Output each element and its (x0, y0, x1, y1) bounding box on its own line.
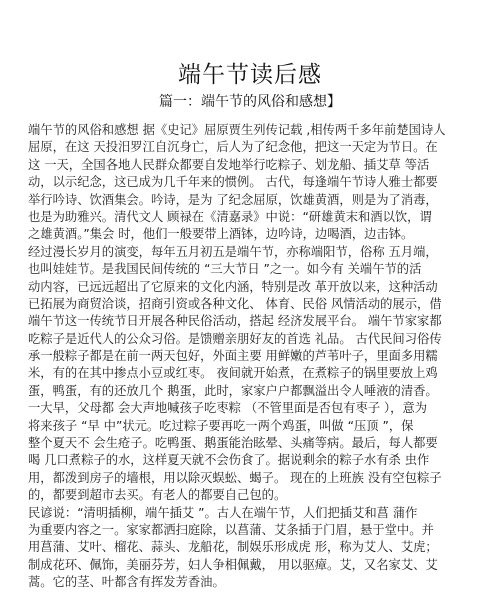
body-text-line: 端午节的风俗和感想 据《史记》屈原贾生列传记载 ,相传两千多年前楚国诗人 (28, 123, 446, 137)
body-text-line: 用，都泼到房子的墙根，用以除灭蜈蚣、蝎子。 现在的上班族 没有空包粽子 (28, 470, 442, 485)
body-text-line: 这 一天，全国各地人民群众都要自发地举行吃粽子、划龙船、插艾草 等活 (28, 157, 430, 172)
body-text-line: 经过漫长岁月的演变，每年五月初五是端午节，亦称端阳节，俗称 五月端， (28, 244, 438, 259)
body-text-line: 将来孩子 “早 中”状元。吃过粽子要再吃一两个鸡蛋，叫做 “压顶 ”，保 (28, 418, 414, 433)
body-text-line: 举行吟诗、饮酒集会。吟诗，是为 了纪念屈原，饮雄黄酒，则是为了消毒， (28, 192, 438, 207)
body-text-line: 蒿。它的茎、叶都含有挥发芳香油。 (28, 575, 225, 590)
body-text-line: 吃粽子是近代人的公众习俗。是馈赠亲朋好友的首选 礼品。 古代民间习俗传 (28, 331, 442, 346)
document-body (28, 122, 480, 592)
body-text-line: 动内容，已远远超出了它原来的文化内涵，特别是改 革开放以来，这种活动 (28, 279, 438, 294)
body-text-line: 米，有的在其中掺点小豆或红枣。 夜间就开始煮，在煮粽子的锅里要放上鸡 (28, 366, 438, 381)
body-text-line: 端午节这一传统节日开展各种民俗活动，搭起 经济发展平台。 端午节家家都 (28, 314, 442, 329)
body-text-line: 也是为助雅兴。清代文人 顾禄在《清嘉录》中说：“研雄黄末和酒以饮，谓 (28, 209, 432, 224)
body-text-line: 动，以示纪念，这已成为几千年来的惯例。 古代，每逢端午节诗人雅士都要 (28, 175, 438, 190)
body-text-line: 为重要内容之一。家家都洒扫庭除，以菖蒲、艾条插于门眉，悬于堂中。并 (28, 522, 434, 537)
body-text-line: 屈原，在这 天投汨罗江自沉身亡，后人为了纪念他，把这一天定为节日。在 (28, 140, 438, 155)
body-text-line: 整个夏天不 会生疮子。吃鸭蛋、鹅蛋能治眩晕、头痛等病。最后，每人都要 (28, 436, 438, 451)
body-text-line: 喝 几口煮粽子的水，这样夏天就不会伤食了。据说剩余的粽子水有杀 虫作 (28, 453, 430, 468)
body-text-line: 的，都要到超市去买。有老人的都要自己包的。 (28, 488, 287, 503)
body-text-line: 承一般粽子都是在前一两天包好，外面主要 用鲜嫩的芦苇叶子，里面多用糯 (28, 349, 438, 364)
body-text-line: 也叫娃娃节。是我国民间传统的 “三大节日 ”之一。如今有 关端午节的活 (28, 262, 422, 277)
body-text-line: 民谚说：“清明插柳，端午插艾 ”。古人在端午节，人们把插艾和菖 蒲作 (28, 505, 418, 520)
body-text-line: 蛋，鸭蛋，有的还放几个 鹅蛋，此时，家家户户都飘溢出令人唾液的清香。 (28, 383, 438, 398)
body-text-line: 用菖蒲、艾叶、榴花、蒜头、龙船花，制娱乐形成虎 形，称为艾人、艾虎； (28, 540, 438, 555)
document-subtitle: 篇一：端午节的风俗和感想】 (159, 94, 341, 110)
body-text-line: 之雄黄酒。”集会 时，他们一般要带上酒钵，边吟诗，边喝酒，边击钵。 (28, 227, 414, 242)
body-text-line: 制成花环、佩饰，美丽芬芳，妇人争相佩戴， 用以驱瘴。艾，又名家艾、艾 (28, 557, 438, 572)
body-text-line: 一大早，父母都 会大声地喊孩子吃枣粽 （不管里面是否包有枣子 ），意为 (28, 401, 428, 416)
document-title: 端午节读后感 (178, 62, 322, 88)
body-text-line: 已拓展为商贸洽谈，招商引资或各种文化、 体育、民俗 风情活动的展示，借 (28, 296, 442, 311)
